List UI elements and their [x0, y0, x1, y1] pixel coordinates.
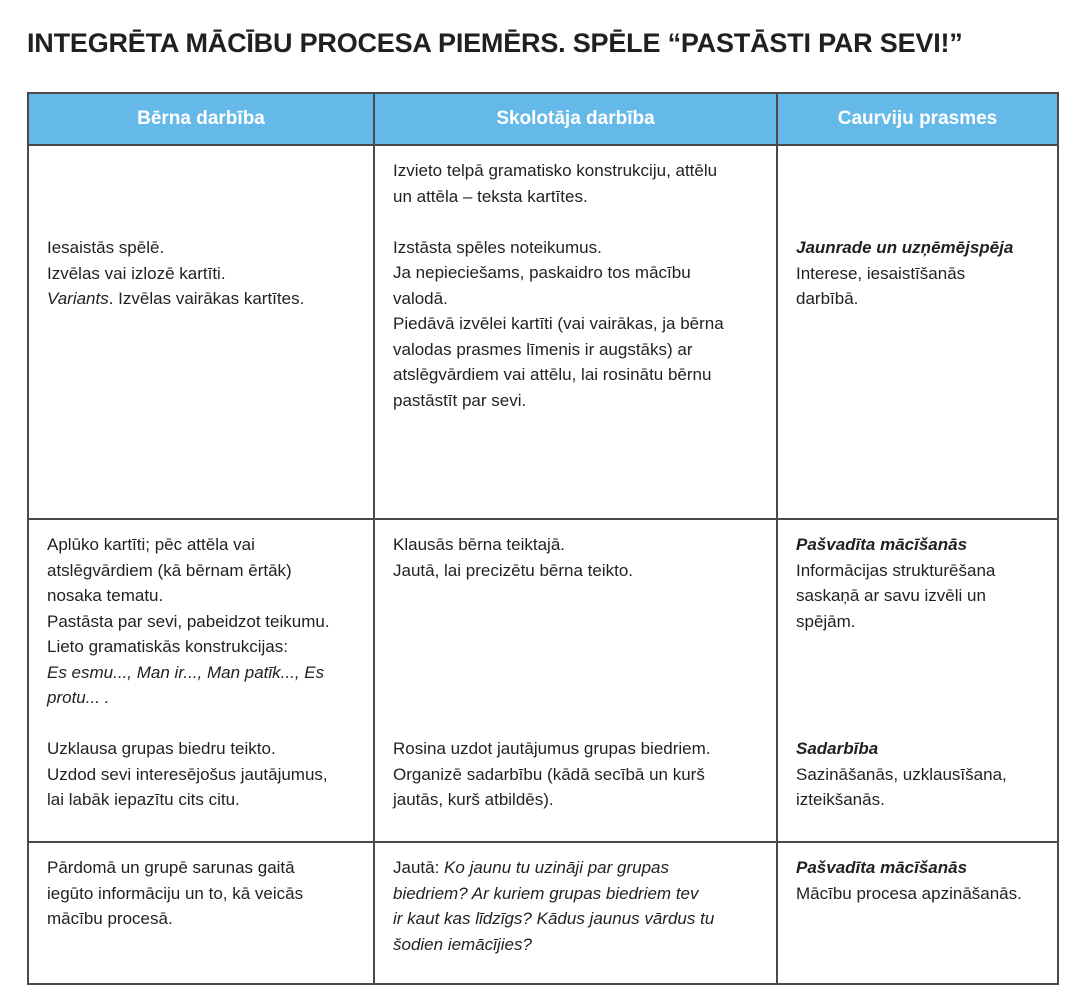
- cell-line: atslēgvārdiem (kā bērnam ērtāk): [47, 560, 292, 580]
- cell-line: spējām.: [796, 611, 856, 631]
- skills-cell: [777, 842, 1058, 984]
- cell-line: [47, 286, 355, 312]
- cell-line: Mācību procesa apzināšanās.: [796, 883, 1022, 903]
- cell-line: mācību procesā.: [47, 909, 173, 928]
- table-row: [28, 519, 1058, 842]
- skill-heading: Pašvadīta mācīšanās: [796, 858, 968, 877]
- cell-line: Uzdod sevi interesējošus jautājumus,: [47, 764, 328, 784]
- teacher-activity-cell: [374, 145, 777, 519]
- cell-line: ir kaut kas līdzīgs? Kādus jaunus vārdus tu: [393, 909, 715, 928]
- cell-line: Informācijas strukturēšana: [796, 560, 996, 580]
- cell-line: Ja nepieciešams, paskaidro tos mācību: [393, 263, 691, 282]
- cell-line: atslēgvārdiem vai attēlu, lai rosinātu bērnu: [393, 365, 712, 384]
- teacher-activity-cell: [374, 519, 777, 842]
- cell-line: jautās, kurš atbildēs).: [393, 790, 554, 809]
- cell-line: Uzklausa grupas biedru teikto.: [47, 739, 276, 758]
- cell-line: valodas prasmes līmenis ir augstāks) ar: [393, 339, 693, 359]
- table-row: [28, 145, 1058, 519]
- cell-line: biedriem? Ar kuriem grupas biedriem tev: [393, 883, 699, 903]
- cell-line: Izstāsta spēles noteikumus.: [393, 237, 602, 257]
- skills-cell: [777, 519, 1058, 842]
- cell-line: darbībā.: [796, 289, 859, 308]
- cell-line: [393, 855, 758, 881]
- column-header-transversal-skills: Caurviju prasmes: [777, 93, 1058, 145]
- cell-line: protu... .: [47, 688, 110, 707]
- variant-text: . Izvēlas vairākas kartītes.: [108, 289, 305, 308]
- skills-cell: [777, 145, 1058, 519]
- cell-line: Pārdomā un grupē sarunas gaitā: [47, 858, 295, 877]
- cell-line: Rosina uzdot jautājumus grupas biedriem.: [393, 739, 711, 758]
- cell-line: šodien iemācījies?: [393, 934, 532, 954]
- cell-line: valodā.: [393, 288, 448, 308]
- question-prefix: Jautā:: [393, 858, 445, 877]
- column-header-teacher-activity: Skolotāja darbība: [374, 93, 777, 145]
- cell-line: Interese, iesaistīšanās: [796, 263, 966, 283]
- cell-line: Izvieto telpā gramatisko konstrukciju, attēlu: [393, 161, 718, 180]
- cell-line: Jautā, lai precizētu bērna teikto.: [393, 560, 634, 580]
- cell-line: Es esmu..., Man ir..., Man patīk..., Es: [47, 662, 325, 682]
- column-header-child-activity: Bērna darbība: [28, 93, 374, 145]
- skill-heading: Jaunrade un uzņēmējspēja: [796, 238, 1014, 257]
- cell-line: Aplūko kartīti; pēc attēla vai: [47, 535, 255, 554]
- table-header-row: [28, 93, 1058, 145]
- cell-line: pastāstīt par sevi.: [393, 390, 527, 410]
- cell-line: izteikšanās.: [796, 790, 885, 809]
- page-title: INTEGRĒTA MĀCĪBU PROCESA PIEMĒRS. SPĒLE “PASTĀSTI PAR SEVI!”: [27, 28, 963, 58]
- child-activity-cell: [28, 519, 374, 842]
- cell-line: saskaņā ar savu izvēli un: [796, 586, 986, 605]
- child-activity-cell: [28, 842, 374, 984]
- cell-line: Sazināšanās, uzklausīšana,: [796, 764, 1007, 784]
- cell-line: Lieto gramatiskās konstrukcijas:: [47, 637, 288, 656]
- cell-line: Klausās bērna teiktajā.: [393, 535, 565, 554]
- cell-line: Piedāvā izvēlei kartīti (vai vairākas, ja bērna: [393, 314, 724, 333]
- question-text: Ko jaunu tu uzināji par grupas: [444, 858, 669, 877]
- cell-line: Iesaistās spēlē.: [47, 238, 165, 257]
- cell-line: nosaka tematu.: [47, 586, 164, 605]
- table-row: [28, 842, 1058, 984]
- skill-heading: Pašvadīta mācīšanās: [796, 535, 968, 554]
- cell-line: lai labāk iepazītu cits citu.: [47, 790, 240, 809]
- teacher-activity-cell: [374, 842, 777, 984]
- cell-line: Organizē sadarbību (kādā secībā un kurš: [393, 764, 705, 784]
- cell-line: iegūto informāciju un to, kā veicās: [47, 883, 304, 903]
- child-activity-cell: [28, 145, 374, 519]
- cell-line: Izvēlas vai izlozē kartīti.: [47, 263, 226, 283]
- cell-line: Pastāsta par sevi, pabeidzot teikumu.: [47, 611, 330, 631]
- activity-table: [27, 92, 1059, 985]
- cell-line: un attēla – teksta kartītes.: [393, 186, 588, 206]
- variant-label: Variants: [47, 289, 109, 308]
- skill-heading: Sadarbība: [796, 739, 879, 758]
